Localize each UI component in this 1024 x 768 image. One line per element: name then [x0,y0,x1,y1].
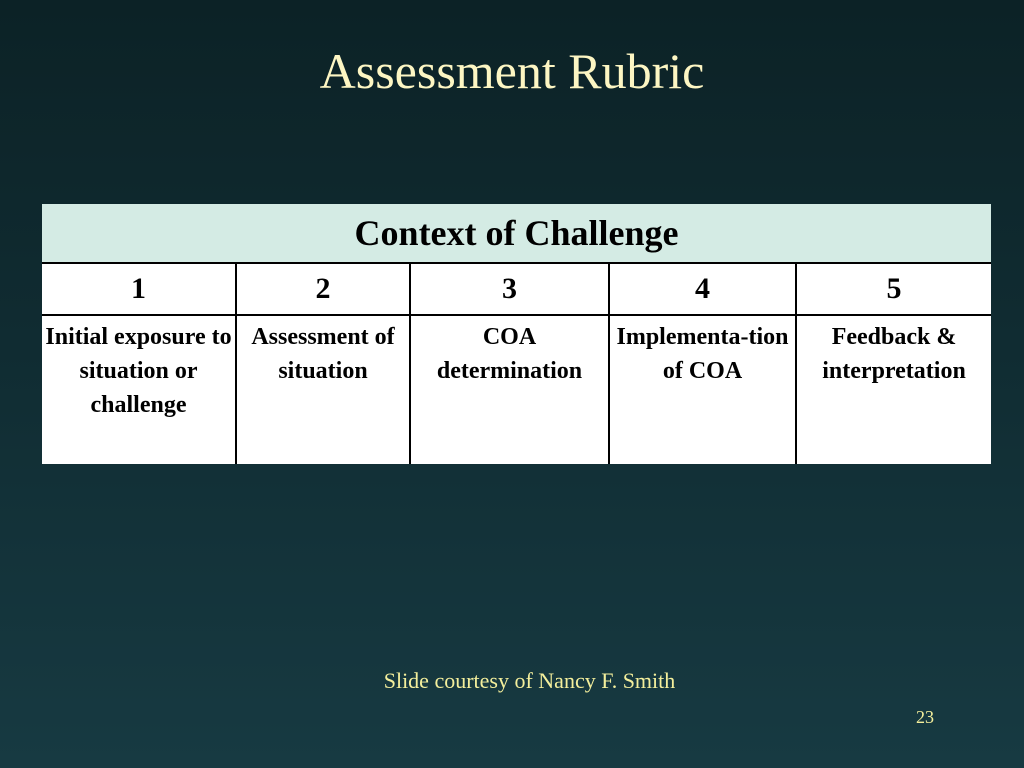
rubric-number-row [42,263,991,315]
rubric-column-number: 1 [42,263,236,315]
rubric-header: Context of Challenge [42,204,991,263]
rubric-column-description: Implementa-tion of COA [609,315,796,464]
rubric-column-description: COA determination [410,315,609,464]
rubric-header-row [42,204,991,263]
assessment-rubric-table [42,204,991,464]
rubric-description-row [42,315,991,464]
slide-page-number: 23 [916,707,934,727]
rubric-column-description: Feedback & interpretation [796,315,991,464]
rubric-column-number: 4 [609,263,796,315]
slide-credit: Slide courtesy of Nancy F. Smith [383,668,676,693]
rubric-column-description: Initial exposure to situation or challenge [42,315,236,464]
rubric-column-number: 5 [796,263,991,315]
rubric-column-number: 2 [236,263,410,315]
slide-title: Assessment Rubric [319,43,705,99]
rubric-column-description: Assessment of situation [236,315,410,464]
rubric-column-number: 3 [410,263,609,315]
